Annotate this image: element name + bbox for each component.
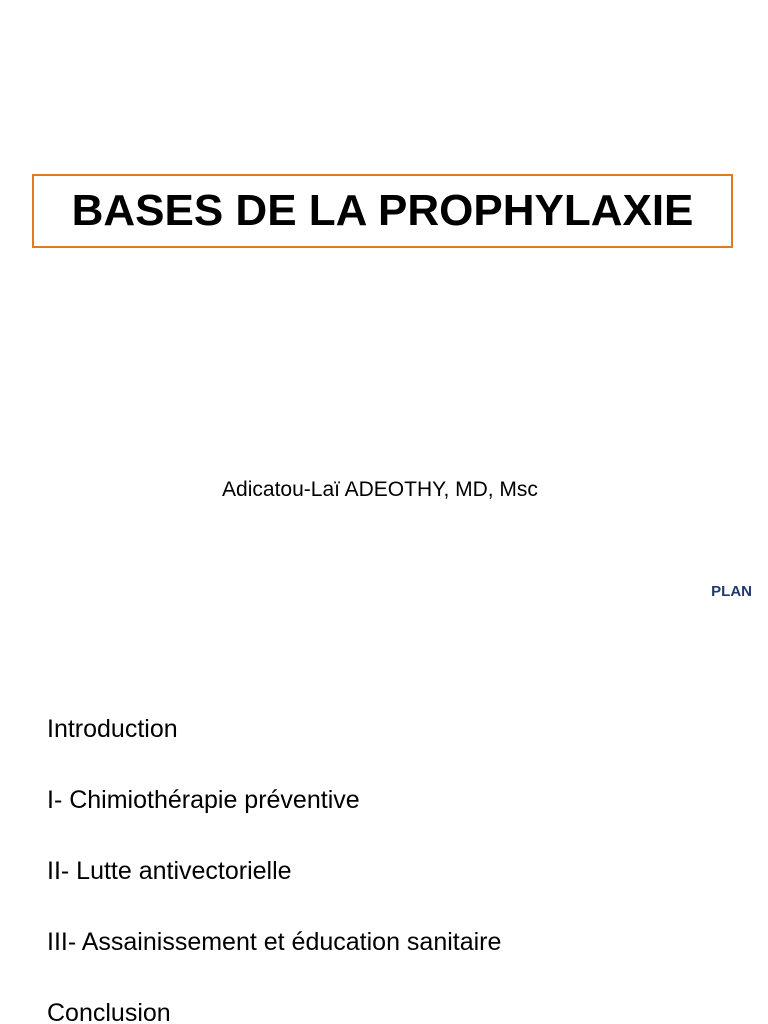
plan-heading: PLAN xyxy=(711,583,752,600)
plan-list xyxy=(47,712,501,1024)
page-title: BASES DE LA PROPHYLAXIE xyxy=(71,186,694,235)
plan-item-assainissement: III- Assainissement et éducation sanitaire xyxy=(47,928,502,956)
author-line: Adicatou-Laï ADEOTHY, MD, Msc xyxy=(222,478,538,501)
plan-item-introduction: Introduction xyxy=(47,715,178,743)
plan-item-chimiotherapie: I- Chimiothérapie préventive xyxy=(47,786,360,814)
plan-item-lutte-antivectorielle: II- Lutte antivectorielle xyxy=(47,857,292,885)
title-box xyxy=(32,174,733,248)
plan-item-conclusion: Conclusion xyxy=(47,999,171,1024)
